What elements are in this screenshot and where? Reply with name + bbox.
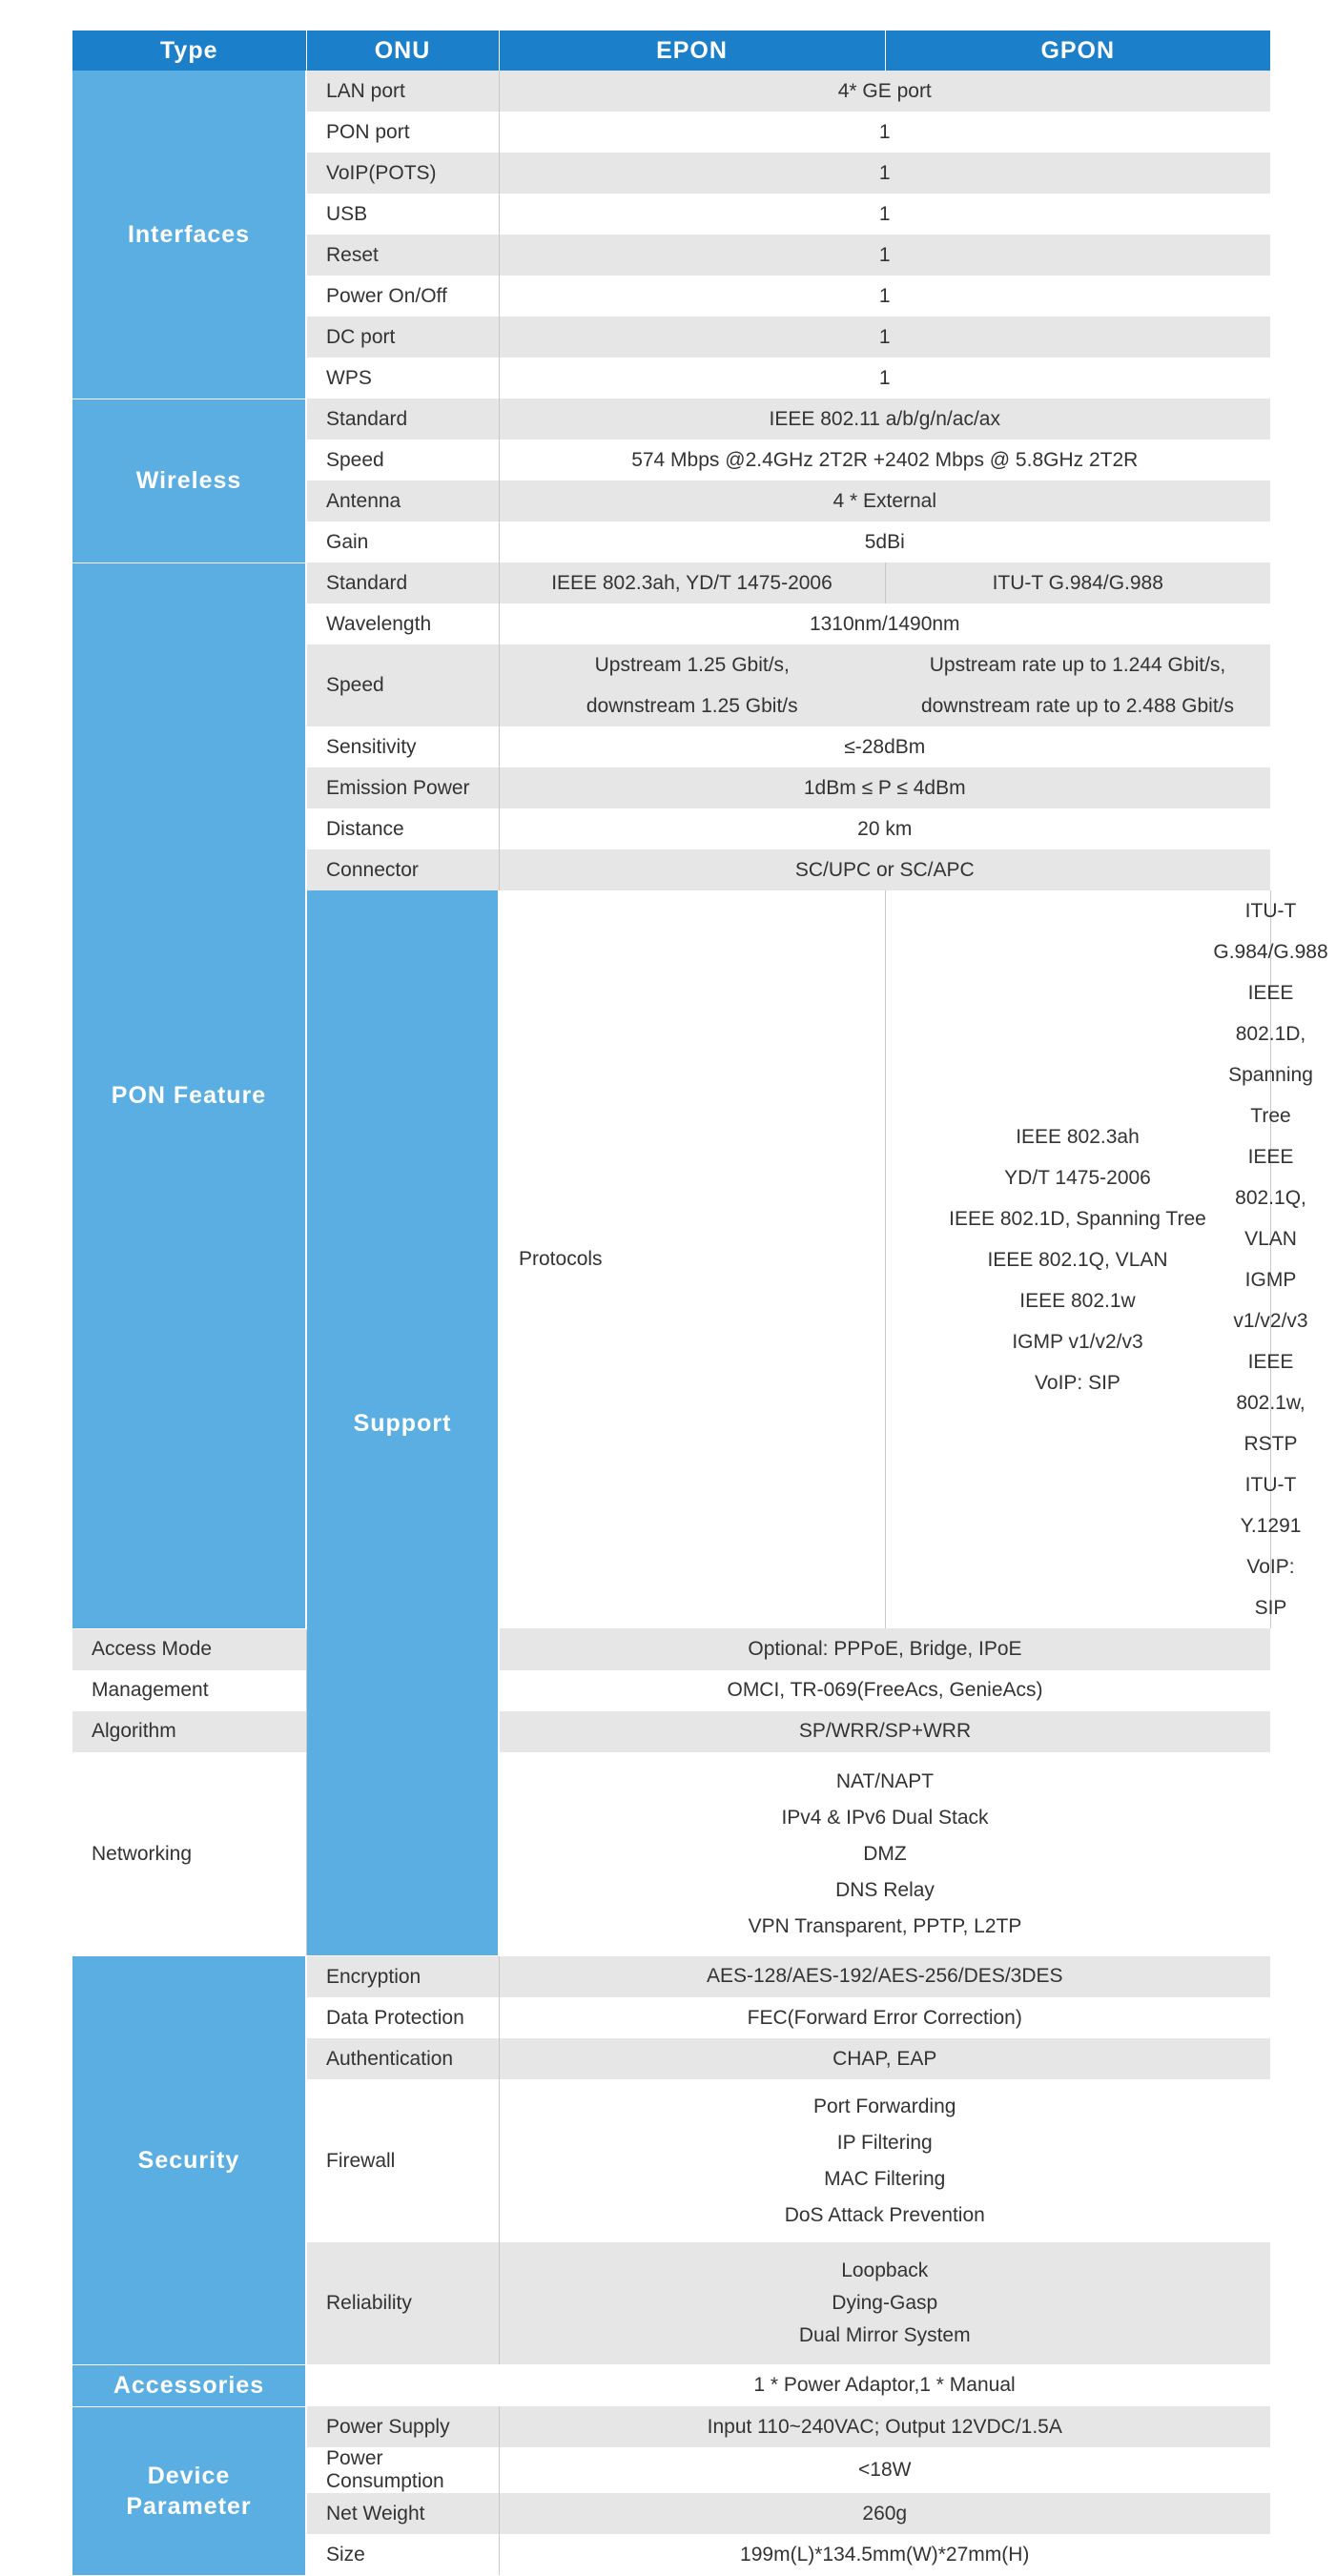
row-label: DC port — [306, 317, 499, 358]
value-line: IEEE 802.1D, Spanning Tree — [1228, 982, 1313, 1127]
value-line: IEEE 802.1Q, VLAN — [1235, 1146, 1306, 1250]
row-label: Distance — [306, 808, 499, 849]
value-line: IGMP v1/v2/v3 — [1233, 1269, 1308, 1332]
value-line: DoS Attack Prevention — [784, 2203, 985, 2226]
table-row — [72, 1711, 1270, 1752]
row-label: Sensitivity — [306, 726, 499, 767]
row-label: Protocols — [499, 890, 885, 1628]
row-label: Networking — [72, 1752, 306, 1956]
value-line: VPN Transparent, PPTP, L2TP — [748, 1914, 1022, 1937]
row-label: Gain — [306, 521, 499, 562]
value-line: DMZ — [863, 1842, 907, 1865]
row-value: 20 km — [499, 808, 1270, 849]
row-label: Reliability — [306, 2242, 499, 2364]
table-row — [72, 1670, 1270, 1711]
table-row — [72, 71, 1270, 112]
row-value: OMCI, TR-069(FreeAcs, GenieAcs) — [499, 1670, 1270, 1711]
table-row — [72, 2364, 1270, 2406]
row-value: ≤-28dBm — [499, 726, 1270, 767]
row-value: 574 Mbps @2.4GHz 2T2R +2402 Mbps @ 5.8GHz 2T2R — [499, 440, 1270, 480]
header-onu: ONU — [306, 31, 499, 71]
gpon-value — [885, 644, 1270, 726]
value-line: IEEE 802.1w — [1019, 1289, 1136, 1312]
row-label: Wavelength — [306, 603, 499, 644]
row-label: Emission Power — [306, 767, 499, 808]
row-value: 5dBi — [499, 521, 1270, 562]
row-label: Authentication — [306, 2038, 499, 2079]
header-epon: EPON — [499, 31, 885, 71]
value-line: IEEE 802.3ah — [1016, 1125, 1140, 1148]
row-label: Power On/Off — [306, 276, 499, 317]
row-value: <18W — [499, 2447, 1270, 2493]
row-value — [499, 2242, 1270, 2364]
row-label: Encryption — [306, 1956, 499, 1998]
value-line: IP Filtering — [836, 2131, 933, 2154]
row-label: Speed — [306, 440, 499, 480]
category-pon-feature: PON Feature — [72, 562, 306, 1628]
row-value: 1 — [499, 317, 1270, 358]
table-row — [72, 1752, 1270, 1956]
row-value: 1dBm ≤ P ≤ 4dBm — [499, 767, 1270, 808]
row-label: Antenna — [306, 480, 499, 521]
row-label: LAN port — [306, 71, 499, 112]
row-label-empty — [306, 2364, 499, 2406]
row-value: 1 — [499, 153, 1270, 194]
row-label: Data Protection — [306, 1997, 499, 2038]
value-line: IGMP v1/v2/v3 — [1012, 1330, 1143, 1353]
category-device-parameter — [72, 2406, 306, 2575]
row-label: Standard — [306, 399, 499, 440]
row-label: Access Mode — [72, 1628, 306, 1670]
category-wireless: Wireless — [72, 399, 306, 562]
row-label: Connector — [306, 849, 499, 890]
row-label: Algorithm — [72, 1711, 306, 1752]
row-label: Power Supply — [306, 2406, 499, 2447]
spec-table — [72, 31, 1328, 2576]
row-label: Speed — [306, 644, 499, 726]
row-label: WPS — [306, 358, 499, 399]
table-row — [72, 562, 1270, 603]
row-label: USB — [306, 194, 499, 235]
category-interfaces: Interfaces — [72, 71, 306, 399]
value-line: ITU-T Y.1291 — [1240, 1474, 1302, 1537]
row-label: Management — [72, 1670, 306, 1711]
row-value: 1310nm/1490nm — [499, 603, 1270, 644]
header-gpon: GPON — [885, 31, 1270, 71]
table-row — [72, 399, 1270, 440]
epon-value: IEEE 802.3ah, YD/T 1475-2006 — [499, 562, 885, 603]
value-line: NAT/NAPT — [835, 1769, 935, 1792]
row-label: PON port — [306, 112, 499, 153]
row-label: Size — [306, 2534, 499, 2575]
value-line: VoIP: SIP — [1246, 1556, 1295, 1619]
row-label: Standard — [306, 562, 499, 603]
value-line: IEEE 802.1D, Spanning Tree — [949, 1207, 1206, 1230]
value-line: Upstream 1.25 Gbit/s, — [594, 654, 790, 676]
table-row — [72, 1956, 1270, 1998]
row-label: Reset — [306, 235, 499, 276]
row-value: 1 — [499, 112, 1270, 153]
epon-value — [499, 644, 885, 726]
row-value: CHAP, EAP — [499, 2038, 1270, 2079]
category-security: Security — [72, 1956, 306, 2365]
value-line: downstream rate up to 2.488 Gbit/s — [920, 695, 1234, 717]
category-accessories: Accessories — [72, 2364, 306, 2406]
value-line: YD/T 1475-2006 — [1004, 1166, 1151, 1189]
header-type: Type — [72, 31, 306, 71]
row-value: Input 110~240VAC; Output 12VDC/1.5A — [499, 2406, 1270, 2447]
row-value: FEC(Forward Error Correction) — [499, 1997, 1270, 2038]
row-value — [499, 2079, 1270, 2242]
epon-value — [885, 890, 1270, 1628]
table-row — [72, 1628, 1270, 1670]
row-value: 199m(L)*134.5mm(W)*27mm(H) — [499, 2534, 1270, 2575]
value-line: Upstream rate up to 1.244 Gbit/s, — [929, 654, 1226, 676]
row-label: Power Consumption — [306, 2447, 499, 2493]
category-line: Parameter — [126, 2492, 252, 2520]
value-line: MAC Filtering — [824, 2167, 946, 2190]
value-line: ITU-T G.984/G.988 — [1213, 900, 1328, 963]
row-value: 1 — [499, 235, 1270, 276]
row-value: SC/UPC or SC/APC — [499, 849, 1270, 890]
row-value: SP/WRR/SP+WRR — [499, 1711, 1270, 1752]
row-value — [499, 1752, 1270, 1956]
header-row — [72, 31, 1270, 71]
row-value: 1 — [499, 194, 1270, 235]
row-value: 260g — [499, 2493, 1270, 2534]
row-value: Optional: PPPoE, Bridge, IPoE — [499, 1628, 1270, 1670]
row-label: Firewall — [306, 2079, 499, 2242]
value-line: DNS Relay — [835, 1878, 935, 1901]
category-line: Device — [147, 2462, 231, 2489]
value-line: IPv4 & IPv6 Dual Stack — [781, 1806, 989, 1829]
value-line: IEEE 802.1Q, VLAN — [987, 1248, 1168, 1271]
value-line: VoIP: SIP — [1035, 1371, 1120, 1394]
value-line: Dying-Gasp — [832, 2292, 938, 2314]
value-line: IEEE 802.1w, RSTP — [1236, 1351, 1305, 1455]
row-label: VoIP(POTS) — [306, 153, 499, 194]
value-line: downstream 1.25 Gbit/s — [586, 695, 798, 717]
row-value: 4* GE port — [499, 71, 1270, 112]
category-support: Support — [306, 890, 499, 1956]
row-value: AES-128/AES-192/AES-256/DES/3DES — [499, 1956, 1270, 1998]
value-line: Loopback — [841, 2259, 929, 2281]
row-value: 1 — [499, 358, 1270, 399]
row-value: IEEE 802.11 a/b/g/n/ac/ax — [499, 399, 1270, 440]
value-line: Port Forwarding — [813, 2095, 956, 2117]
row-value: 1 — [499, 276, 1270, 317]
row-label: Net Weight — [306, 2493, 499, 2534]
value-line: Dual Mirror System — [798, 2324, 971, 2346]
row-value: 4 * External — [499, 480, 1270, 521]
gpon-value: ITU-T G.984/G.988 — [885, 562, 1270, 603]
table-row — [72, 2406, 1270, 2447]
row-value: 1 * Power Adaptor,1 * Manual — [499, 2364, 1270, 2406]
